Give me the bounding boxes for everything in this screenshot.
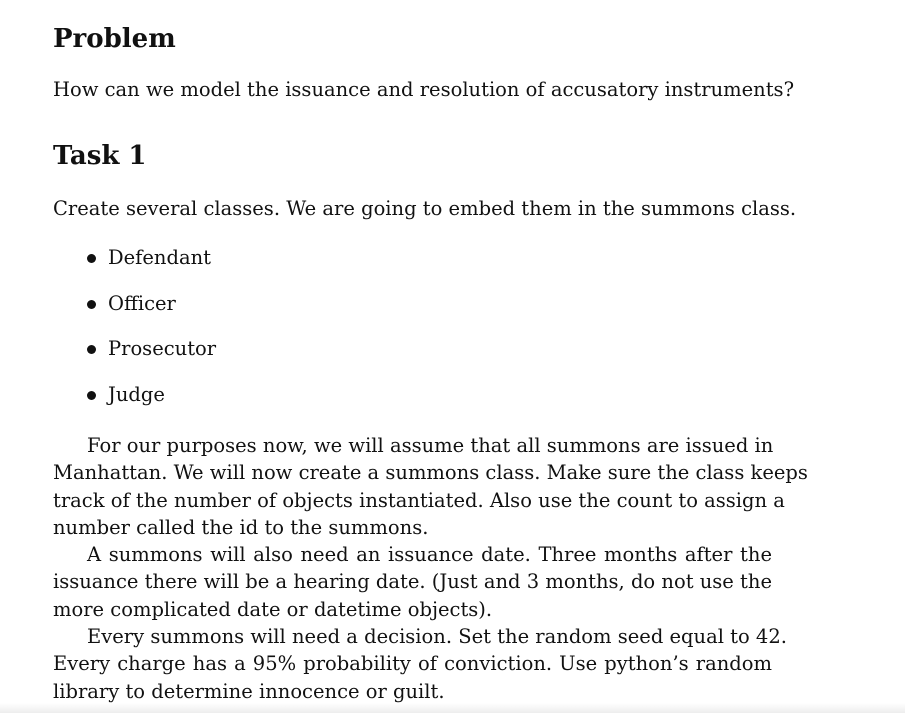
paragraph-line: Every charge has a 95% probability of conviction. Use python’s random bbox=[53, 652, 772, 676]
list-item bbox=[84, 381, 216, 427]
task1-heading: Task 1 bbox=[53, 141, 147, 171]
class-list bbox=[84, 244, 216, 427]
list-item bbox=[84, 290, 216, 336]
bullet-icon bbox=[87, 300, 96, 309]
paragraph-line: track of the number of objects instantiated. Also use the count to assign a bbox=[53, 488, 785, 512]
list-item bbox=[84, 244, 216, 290]
list-item-label: Prosecutor bbox=[108, 337, 217, 361]
paragraph-line: For our purposes now, we will assume that all summons are issued in bbox=[87, 434, 774, 457]
paragraph-issuance-date bbox=[53, 541, 772, 623]
paragraph-line: issuance there will be a hearing date. (Just and 3 months, do not use the bbox=[53, 570, 772, 594]
list-item-label: Judge bbox=[108, 383, 165, 407]
paragraph-line: library to determine innocence or guilt. bbox=[53, 679, 445, 703]
paragraph-line: A summons will also need an issuance date. Three months after the bbox=[87, 543, 772, 566]
problem-question: How can we model the issuance and resolution of accusatory instruments? bbox=[53, 78, 795, 101]
problem-heading: Problem bbox=[53, 24, 176, 54]
paragraph-manhattan bbox=[53, 432, 808, 541]
list-item-label: Defendant bbox=[108, 246, 211, 269]
bullet-icon bbox=[87, 254, 96, 263]
paragraph-line: Manhattan. We will now create a summons class. Make sure the class keeps bbox=[53, 461, 808, 485]
bullet-icon bbox=[87, 391, 96, 400]
paragraph-line: number called the id to the summons. bbox=[53, 515, 429, 539]
task1-intro: Create several classes. We are going to embed them in the summons class. bbox=[53, 197, 797, 220]
bullet-icon bbox=[87, 345, 96, 354]
page-bottom-edge bbox=[0, 703, 905, 713]
list-item bbox=[84, 335, 216, 381]
paragraph-line: more complicated date or datetime objects). bbox=[53, 597, 493, 621]
paragraph-line: Every summons will need a decision. Set the random seed equal to 42. bbox=[87, 625, 787, 648]
list-item-label: Officer bbox=[108, 291, 176, 315]
paragraph-decision bbox=[53, 623, 787, 705]
